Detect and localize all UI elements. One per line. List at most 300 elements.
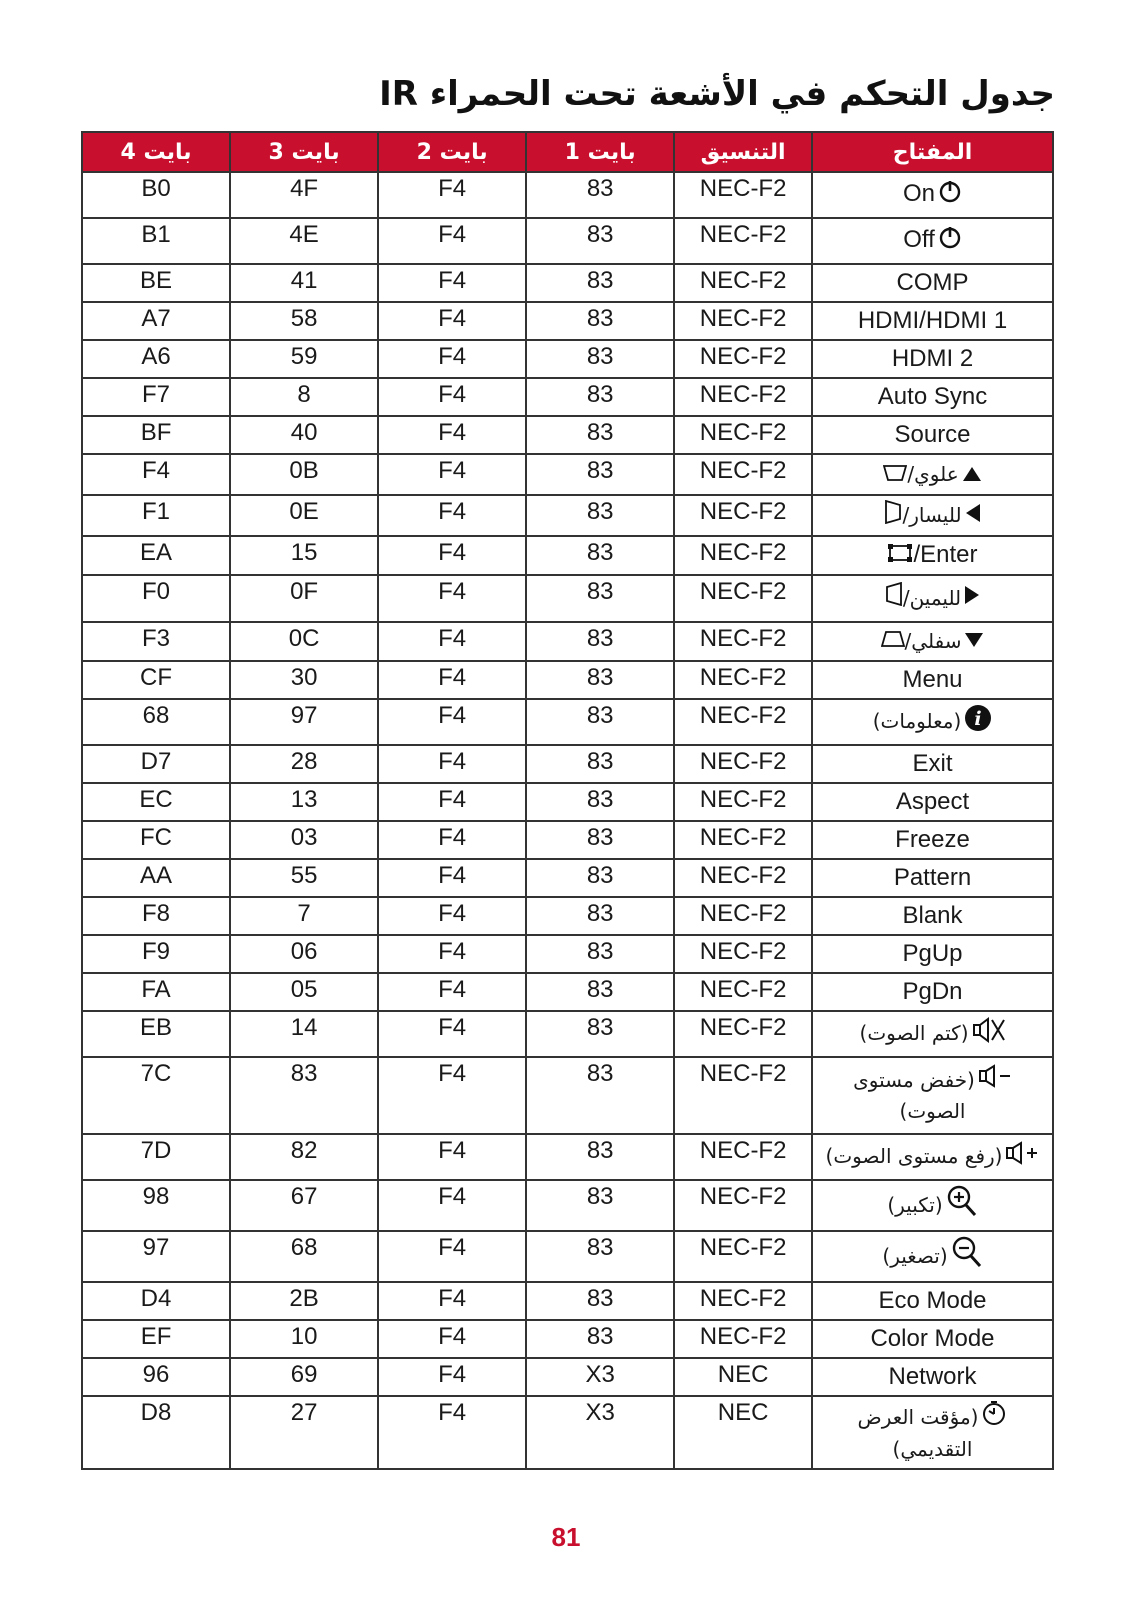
cell-b4: F1 — [82, 495, 230, 536]
cell-b4: F0 — [82, 575, 230, 622]
cell-fmt: NEC-F2 — [674, 575, 812, 622]
table-row — [82, 783, 1053, 821]
cell-key — [812, 264, 1053, 302]
cell-fmt: NEC-F2 — [674, 699, 812, 745]
header-byte1: بايت 1 — [526, 132, 674, 172]
table-row — [82, 1358, 1053, 1396]
key-label: (رفع مستوى الصوت) — [825, 1144, 1003, 1168]
cell-b4: FA — [82, 973, 230, 1011]
cell-b2: F4 — [378, 172, 526, 218]
cell-key — [812, 340, 1053, 378]
cell-key — [812, 897, 1053, 935]
cell-b4: 7C — [82, 1057, 230, 1134]
cell-b3: 28 — [230, 745, 378, 783]
key-content — [903, 226, 962, 253]
cell-fmt: NEC-F2 — [674, 416, 812, 454]
key-content — [892, 345, 973, 372]
cell-b4: EF — [82, 1320, 230, 1358]
cell-b3: 0B — [230, 454, 378, 495]
cell-b4: BE — [82, 264, 230, 302]
key-label: (كتم الصوت) — [859, 1021, 969, 1045]
cell-b4: 68 — [82, 699, 230, 745]
page-number: 81 — [551, 1522, 581, 1552]
cell-b4: F9 — [82, 935, 230, 973]
cell-fmt: NEC-F2 — [674, 264, 812, 302]
cell-b3: 59 — [230, 340, 378, 378]
cell-b4: F3 — [82, 622, 230, 661]
cell-fmt: NEC-F2 — [674, 935, 812, 973]
cell-key — [812, 1057, 1053, 1134]
table-row — [82, 1057, 1053, 1134]
key-label: Source — [894, 421, 971, 448]
cell-fmt: NEC-F2 — [674, 495, 812, 536]
cell-key — [812, 1282, 1053, 1320]
key-content — [858, 1403, 1008, 1430]
table-row — [82, 218, 1053, 264]
cell-key — [812, 454, 1053, 495]
key-label: (تكبير) — [887, 1192, 943, 1217]
key-content — [878, 383, 987, 410]
cell-b4: D8 — [82, 1396, 230, 1469]
table-row — [82, 1011, 1053, 1057]
table-row — [82, 1134, 1053, 1180]
cell-key — [812, 1358, 1053, 1396]
key-content — [887, 541, 977, 568]
cell-key — [812, 218, 1053, 264]
key-label: On — [903, 180, 936, 208]
cell-b4: D7 — [82, 745, 230, 783]
key-label: Network — [888, 1362, 977, 1390]
cell-b4: CF — [82, 661, 230, 699]
key-label: Blank — [902, 901, 963, 929]
cell-b1: 83 — [526, 622, 674, 661]
cell-b3: 30 — [230, 661, 378, 699]
key-label: Pattern — [893, 863, 972, 891]
cell-b1: 83 — [526, 536, 674, 575]
cell-b4: F8 — [82, 897, 230, 935]
table-row — [82, 1180, 1053, 1231]
key-label: HDMI 2 — [891, 345, 974, 372]
page-title: جدول التحكم في الأشعة تحت الحمراء IR — [379, 74, 1055, 114]
cell-fmt: NEC-F2 — [674, 172, 812, 218]
table-row — [82, 536, 1053, 575]
cell-b1: 83 — [526, 1057, 674, 1134]
cell-fmt: NEC-F2 — [674, 821, 812, 859]
table-row — [82, 172, 1053, 218]
key-content — [881, 627, 985, 654]
key-label: Menu — [902, 665, 963, 693]
key-content — [887, 1191, 977, 1218]
table-row — [82, 340, 1053, 378]
cell-b3: 14 — [230, 1011, 378, 1057]
cell-b2: F4 — [378, 218, 526, 264]
cell-fmt: NEC-F2 — [674, 661, 812, 699]
cell-b2: F4 — [378, 897, 526, 935]
cell-b3: 58 — [230, 302, 378, 340]
keystone-top-icon — [883, 460, 907, 490]
header-byte4: بايت 4 — [82, 132, 230, 172]
power-icon — [938, 225, 962, 257]
cell-b3: 67 — [230, 1180, 378, 1231]
cell-b1: 83 — [526, 661, 674, 699]
cell-fmt: NEC-F2 — [674, 1231, 812, 1282]
cell-b1: 83 — [526, 416, 674, 454]
cell-b4: B0 — [82, 172, 230, 218]
keystone-bottom-icon — [881, 626, 905, 656]
header-byte2: بايت 2 — [378, 132, 526, 172]
cell-b3: 06 — [230, 935, 378, 973]
key-label: Color Mode — [870, 1324, 995, 1352]
cell-fmt: NEC-F2 — [674, 1011, 812, 1057]
cell-key — [812, 172, 1053, 218]
key-label: Eco Mode — [878, 1286, 987, 1314]
cell-b4: 98 — [82, 1180, 230, 1231]
cell-b2: F4 — [378, 416, 526, 454]
table-row — [82, 454, 1053, 495]
key-content — [885, 584, 980, 611]
ir-code-table — [81, 131, 1054, 1470]
table-row — [82, 416, 1053, 454]
key-content — [894, 864, 971, 891]
cell-b2: F4 — [378, 575, 526, 622]
cell-b1: 83 — [526, 495, 674, 536]
cell-b3: 41 — [230, 264, 378, 302]
key-content — [883, 460, 981, 487]
key-content — [873, 707, 993, 734]
cell-b3: 69 — [230, 1358, 378, 1396]
cell-b3: 0C — [230, 622, 378, 661]
key-content — [902, 902, 962, 929]
key-label: (خفض مستوى — [853, 1067, 975, 1092]
cell-key — [812, 1011, 1053, 1057]
key-label: (تصغير) — [882, 1243, 948, 1268]
key-content — [882, 1242, 982, 1269]
cell-b3: 83 — [230, 1057, 378, 1134]
cell-b3: 40 — [230, 416, 378, 454]
key-label: Exit — [912, 749, 953, 777]
cell-b2: F4 — [378, 340, 526, 378]
keystone-left-icon — [884, 500, 902, 532]
mute-icon — [972, 1016, 1006, 1052]
cell-fmt: NEC-F2 — [674, 1057, 812, 1134]
cell-b1: 83 — [526, 745, 674, 783]
cell-b4: F4 — [82, 454, 230, 495]
cell-b2: F4 — [378, 378, 526, 416]
cell-b4: BF — [82, 416, 230, 454]
key-content — [860, 1019, 1006, 1046]
cell-b1: 83 — [526, 859, 674, 897]
cell-b4: 96 — [82, 1358, 230, 1396]
cell-fmt: NEC-F2 — [674, 745, 812, 783]
cell-b4: A6 — [82, 340, 230, 378]
cell-fmt: NEC — [674, 1396, 812, 1469]
cell-b4: B1 — [82, 218, 230, 264]
cell-b2: F4 — [378, 1282, 526, 1320]
cell-fmt: NEC-F2 — [674, 973, 812, 1011]
cell-b3: 2B — [230, 1282, 378, 1320]
cell-key — [812, 935, 1053, 973]
cell-b4: F7 — [82, 378, 230, 416]
key-label: سفلي/ — [904, 628, 962, 653]
table-row — [82, 973, 1053, 1011]
cell-b4: A7 — [82, 302, 230, 340]
cell-b2: F4 — [378, 1396, 526, 1469]
table-row — [82, 575, 1053, 622]
volume-down-icon — [978, 1064, 1012, 1096]
cell-b1: 83 — [526, 454, 674, 495]
key-content — [902, 666, 962, 693]
cell-b2: F4 — [378, 454, 526, 495]
cell-key — [812, 859, 1053, 897]
cell-b1: 83 — [526, 821, 674, 859]
cell-key — [812, 622, 1053, 661]
volume-up-icon — [1005, 1141, 1039, 1173]
svg-text:i: i — [974, 707, 982, 730]
cell-key — [812, 1231, 1053, 1282]
key-content — [884, 501, 980, 528]
cell-fmt: NEC — [674, 1358, 812, 1396]
cell-b2: F4 — [378, 821, 526, 859]
table-row — [82, 745, 1053, 783]
key-label: Freeze — [895, 825, 970, 853]
cell-b1: 83 — [526, 340, 674, 378]
key-label: (مؤقت العرض — [857, 1404, 979, 1429]
cell-fmt: NEC-F2 — [674, 622, 812, 661]
table-row — [82, 1320, 1053, 1358]
key-label: علوي/ — [907, 462, 959, 487]
cell-key — [812, 495, 1053, 536]
cell-b2: F4 — [378, 935, 526, 973]
cell-b4: FC — [82, 821, 230, 859]
cell-key — [812, 783, 1053, 821]
cell-b3: 10 — [230, 1320, 378, 1358]
cell-fmt: NEC-F2 — [674, 859, 812, 897]
cell-b1: 83 — [526, 897, 674, 935]
cell-b2: F4 — [378, 699, 526, 745]
cell-b3: 15 — [230, 536, 378, 575]
key-label-line2: الصوت) — [899, 1099, 966, 1124]
key-label: Off — [903, 226, 935, 254]
cell-key — [812, 1396, 1053, 1469]
cell-b3: 4E — [230, 218, 378, 264]
cell-key — [812, 1180, 1053, 1231]
cell-b4: EA — [82, 536, 230, 575]
cell-b1: X3 — [526, 1396, 674, 1469]
table-row — [82, 699, 1053, 745]
key-label: COMP — [896, 269, 969, 296]
cell-b2: F4 — [378, 1358, 526, 1396]
cell-b3: 03 — [230, 821, 378, 859]
key-label: Auto Sync — [877, 383, 988, 410]
key-label: (معلومات) — [872, 709, 962, 733]
cell-b1: 83 — [526, 1320, 674, 1358]
cell-b2: F4 — [378, 783, 526, 821]
cell-b3: 4F — [230, 172, 378, 218]
cell-b3: 97 — [230, 699, 378, 745]
table-row — [82, 302, 1053, 340]
table-row — [82, 935, 1053, 973]
cell-fmt: NEC-F2 — [674, 1134, 812, 1180]
table-row — [82, 1231, 1053, 1282]
cell-fmt: NEC-F2 — [674, 536, 812, 575]
cell-b4: 97 — [82, 1231, 230, 1282]
cell-b2: F4 — [378, 1180, 526, 1231]
cell-b1: 83 — [526, 1011, 674, 1057]
cell-fmt: NEC-F2 — [674, 1320, 812, 1358]
cell-key — [812, 1320, 1053, 1358]
cell-b3: 13 — [230, 783, 378, 821]
table-row — [82, 1282, 1053, 1320]
timer-icon — [981, 1400, 1007, 1434]
key-content — [902, 978, 962, 1005]
cell-b2: F4 — [378, 1011, 526, 1057]
table-row — [82, 622, 1053, 661]
key-content — [870, 1325, 994, 1352]
key-label: PgDn — [902, 977, 963, 1005]
cell-b2: F4 — [378, 302, 526, 340]
cell-b1: 83 — [526, 973, 674, 1011]
cell-key — [812, 378, 1053, 416]
key-content — [826, 1142, 1040, 1169]
key-content — [853, 1066, 1012, 1093]
header-byte3: بايت 3 — [230, 132, 378, 172]
cell-b2: F4 — [378, 1057, 526, 1134]
key-content — [913, 750, 953, 777]
table-row — [82, 859, 1053, 897]
table-row — [82, 661, 1053, 699]
key-content — [903, 180, 962, 207]
table-row — [82, 1396, 1053, 1469]
cell-b2: F4 — [378, 536, 526, 575]
power-icon — [938, 179, 962, 211]
key-content — [878, 1287, 986, 1314]
cell-b2: F4 — [378, 495, 526, 536]
cell-fmt: NEC-F2 — [674, 340, 812, 378]
key-label: Aspect — [895, 787, 970, 815]
table-row — [82, 897, 1053, 935]
keystone-corner-icon — [887, 541, 913, 571]
cell-b1: 83 — [526, 783, 674, 821]
cell-b1: 83 — [526, 1231, 674, 1282]
key-label: /Enter — [913, 541, 978, 568]
cell-key — [812, 661, 1053, 699]
cell-fmt: NEC-F2 — [674, 1180, 812, 1231]
cell-b2: F4 — [378, 973, 526, 1011]
keystone-right-icon — [885, 582, 903, 614]
cell-key — [812, 302, 1053, 340]
cell-b1: 83 — [526, 699, 674, 745]
cell-b1: 83 — [526, 1282, 674, 1320]
cell-fmt: NEC-F2 — [674, 218, 812, 264]
table-row — [82, 821, 1053, 859]
cell-b1: X3 — [526, 1358, 674, 1396]
cell-b3: 55 — [230, 859, 378, 897]
cell-b1: 83 — [526, 1180, 674, 1231]
key-content — [902, 940, 962, 967]
cell-b1: 83 — [526, 378, 674, 416]
cell-b1: 83 — [526, 302, 674, 340]
cell-key — [812, 821, 1053, 859]
cell-b2: F4 — [378, 264, 526, 302]
cell-fmt: NEC-F2 — [674, 302, 812, 340]
cell-b3: 27 — [230, 1396, 378, 1469]
cell-fmt: NEC-F2 — [674, 783, 812, 821]
arrow-left-icon — [965, 501, 981, 531]
cell-b2: F4 — [378, 1134, 526, 1180]
key-label: لليسار/ — [902, 502, 962, 527]
key-content — [897, 269, 969, 296]
zoom-in-icon — [946, 1184, 978, 1226]
cell-b2: F4 — [378, 859, 526, 897]
cell-key — [812, 416, 1053, 454]
cell-b3: 7 — [230, 897, 378, 935]
cell-b3: 05 — [230, 973, 378, 1011]
zoom-out-icon — [951, 1235, 983, 1277]
table-header-row — [82, 132, 1053, 172]
cell-key — [812, 1134, 1053, 1180]
cell-b2: F4 — [378, 1231, 526, 1282]
key-label: PgUp — [902, 939, 963, 967]
cell-b3: 82 — [230, 1134, 378, 1180]
cell-b3: 68 — [230, 1231, 378, 1282]
cell-fmt: NEC-F2 — [674, 454, 812, 495]
key-content — [888, 1363, 976, 1390]
table-row — [82, 264, 1053, 302]
cell-b1: 83 — [526, 264, 674, 302]
cell-b4: EB — [82, 1011, 230, 1057]
table-row — [82, 378, 1053, 416]
cell-b2: F4 — [378, 661, 526, 699]
cell-b4: D4 — [82, 1282, 230, 1320]
cell-b4: 7D — [82, 1134, 230, 1180]
cell-b3: 0E — [230, 495, 378, 536]
key-content — [896, 788, 969, 815]
key-content — [858, 307, 1007, 334]
arrow-up-icon — [962, 460, 982, 490]
cell-key — [812, 575, 1053, 622]
cell-fmt: NEC-F2 — [674, 378, 812, 416]
header-format: التنسيق — [674, 132, 812, 172]
cell-key — [812, 699, 1053, 745]
cell-key — [812, 536, 1053, 575]
key-content — [895, 826, 970, 853]
cell-fmt: NEC-F2 — [674, 897, 812, 935]
cell-b4: AA — [82, 859, 230, 897]
info-icon — [964, 704, 992, 740]
cell-b2: F4 — [378, 1320, 526, 1358]
cell-b3: 8 — [230, 378, 378, 416]
cell-b2: F4 — [378, 745, 526, 783]
cell-b1: 83 — [526, 1134, 674, 1180]
arrow-down-icon — [964, 626, 984, 656]
header-key: المفتاح — [812, 132, 1053, 172]
cell-b1: 83 — [526, 172, 674, 218]
table-row — [82, 495, 1053, 536]
cell-b1: 83 — [526, 575, 674, 622]
cell-b1: 83 — [526, 218, 674, 264]
key-label: HDMI/HDMI 1 — [857, 307, 1008, 334]
cell-b1: 83 — [526, 935, 674, 973]
cell-b4: EC — [82, 783, 230, 821]
cell-fmt: NEC-F2 — [674, 1282, 812, 1320]
key-content — [894, 421, 970, 448]
cell-b3: 0F — [230, 575, 378, 622]
cell-key — [812, 745, 1053, 783]
key-label: لليمين/ — [902, 585, 962, 610]
key-label-line2: التقديمي) — [892, 1437, 973, 1462]
cell-key — [812, 973, 1053, 1011]
cell-b2: F4 — [378, 622, 526, 661]
